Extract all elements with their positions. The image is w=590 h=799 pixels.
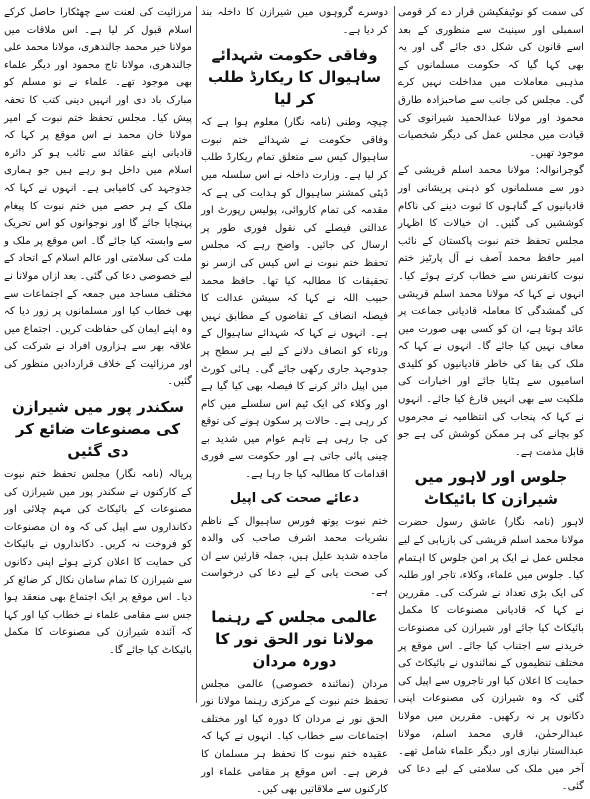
headline-sikandarpur: سکندر پور میں شیرازن کی مصنوعات ضائع کر دی گئیں [12,398,184,461]
article-paragraph: مردان (نمائندہ خصوصی) عالمی مجلس تحفظ ختم نبوت کے مرکزی رہنما مولانا نور الحق نور نے مردان کا دورہ کیا اور مختلف اجتماعات سے خطاب کیا۔ انہوں نے کہا کہ عقیدہ ختم نبوت کا تحفظ ہر مسلمان کا فرض ہے۔ اس موقع پر مقامی علماء اور کارکنوں سے ملاقاتیں بھی کیں۔ [201,678,388,796]
article-paragraph: ختم نبوت یوتھ فورس ساہیوال کے ناظم نشریات محمد اشرف صاحب کی والدہ ماجدہ شدید علیل ہیں، جملہ قارئین سے ان کی صحت یابی کے لیے دعا کی درخواست ہے۔ [201,515,388,598]
article-paragraph: چیچہ وطنی (نامہ نگار) معلوم ہوا ہے کہ وفاقی حکومت نے شہدائے ختم نبوت ساہیوال کیس سے متعلق تمام ریکارڈ طلب کر لیا ہے۔ وزارت داخلہ نے اس سلسلہ میں ڈپٹی کمشنر ساہیوال کو ہدایت کی ہے کہ مقدمہ کی تمام کاروائی، پولیس رپورٹ اور عدالتی فیصلے کی نقول فوری طور پر ارسال کی جائیں۔ واضح رہے کہ مجلس تحفظ ختم نبوت نے اس کیس کی ازسر نو تحقیقات کا مطالبہ کیا تھا۔ حافظ محمد حبیب اللہ نے کہا کہ سیشن عدالت کا فیصلہ انصاف کے تقاضوں کے مطابق نہیں ہے۔ انہوں نے کہا کہ شہدائے ساہیوال کے ورثاء کو انصاف دلانے کے لیے ہر سطح پر جدوجہد جاری رکھی جائے گی۔ ہائی کورٹ میں اپیل دائر کرنے کا فیصلہ بھی کیا گیا ہے اور وکلاء کی ایک ٹیم اس سلسلے میں کام کر رہی ہے۔ حالات پر سکون ہونے کی توقع کی جا رہی ہے تاہم عوام میں شدید بے چینی پائی جاتی ہے اور حکومت سے فوری اقدامات کا مطالبہ کیا جا رہا ہے۔ [201,117,388,481]
headline-sahiwal-record: وفاقی حکومت شہدائے ساہیوال کا ریکارڈ طلب کر لیا [208,46,381,109]
article-paragraph: لاہور (نامہ نگار) عاشق رسول حضرت مولانا محمد اسلم قریشی کی بازیابی کے لیے مجلس عمل نے ایک پر امن جلوس کا اہتمام کیا۔ جلوس میں علماء، وکلاء، تاجر اور طلبہ کی ایک بڑی تعداد نے شرکت کی۔ مقررین نے کہا کہ قادیانی مصنوعات کا مکمل بائیکاٹ کیا جائے اور شیرازن کی مصنوعات خریدنے سے اجتناب کیا جائے۔ اس موقع پر مختلف تنظیموں کے نمائندوں نے بائیکاٹ کی حمایت کا اعلان کیا اور تاجروں سے اپیل کی گئی کہ وہ شیرازن کی مصنوعات اپنی دکانوں پر نہ رکھیں۔ مقررین میں مولانا عبدالرحمٰن، قاری محمد اسلم، مولانا عبدالستار نیازی اور دیگر علماء شامل تھے۔ آخر میں ملک کی سلامتی کے لیے دعا کی گئی۔ [398,517,584,793]
right-column [398,4,584,793]
middle-column [201,4,388,796]
article-paragraph: پریالہ (نامہ نگار) مجلس تحفظ ختم نبوت کے کارکنوں نے سکندر پور میں شیرازن کی مصنوعات کے بائیکاٹ کی مہم چلائی اور دکانداروں سے اپیل کی کہ وہ ان مصنوعات کو فروخت نہ کریں۔ دکانداروں نے بائیکاٹ کی حمایت کا اعلان کرتے ہوئے اپنی دکانوں سے شیرازن کا تمام سامان نکال کر ضائع کر دیا۔ اس موقع پر ایک اجتماع بھی منعقد ہوا جس سے مقامی علماء نے خطاب کیا اور کہا کہ آئندہ شیرازن کی مصنوعات کا مکمل بائیکاٹ کیا جائے گا۔ [4,469,192,656]
article-paragraph: گوجرانوالہ: مولانا محمد اسلم قریشی کے دور سے مسلمانوں کو ذہنی پریشانی اور قادیانیوں کے گناہوں کا ثبوت دینے کی ناکام کوششیں کی گئیں۔ ان خیالات کا اظہار مجلس تحفظ ختم نبوت پاکستان کے نائب امیر حافظ محمد آصف نے آل پارٹیز ختم نبوت کانفرنس سے خطاب کرتے ہوئے کیا۔ انہوں نے کہا کہ مولانا محمد اسلم قریشی کی گمشدگی کا معاملہ قادیانی جماعت پر عائد ہوتا ہے، ان کو کسی بھی صورت میں معاف نہیں کیا جائے گا۔ انہوں نے کہا کہ ملک کی بقا کی خاطر قادیانیوں کو کلیدی اسامیوں سے ہٹایا جائے اور اخبارات کی ملکیت سے بھی انہیں فارغ کیا جائے۔ انہوں نے کہا کہ پنجاب کی انتظامیہ نے مجرموں کو بچانے کی ہر ممکن کوشش کی ہے جو قابل مذمت ہے۔ [398,165,584,458]
left-column [4,4,192,705]
headline-procession-boycott: جلوس اور لاہور میں شیرازن کا بائیکاٹ [414,468,568,509]
article-paragraph: مرزائیت کی لعنت سے چھٹکارا حاصل کرکے اسلام قبول کر لیا ہے۔ اس ملاقات میں مولانا خیر محمد جالندھری، مولانا محمد علی جالندھری، مولانا تاج محمود اور دیگر علماء بھی موجود تھے۔ علماء نے نو مسلم کو مبارک باد دی اور انہیں دینی کتب کا تحفہ پیش کیا۔ مجلس تحفظ ختم نبوت کے امیر مولانا خان محمد نے اس موقع پر کہا کہ قادیانی اپنے عقائد سے تائب ہو کر دائرہ اسلام میں داخل ہو رہے ہیں جو ہماری جدوجہد کی کامیابی ہے۔ انہوں نے کہا کہ ملک کے ہر حصے میں ختم نبوت کا پیغام پہنچایا جائے گا اور نوجوانوں کو اس تحریک سے وابستہ کیا جائے گا۔ اس موقع پر ملک و ملت کی سلامتی اور عالم اسلام کے اتحاد کے لیے خصوصی دعا کی گئی۔ بعد ازاں مولانا نے مختلف مساجد میں جمعہ کے اجتماعات سے بھی خطاب کیا اور مسلمانوں پر زور دیا کہ وہ اپنے ایمان کی حفاظت کریں۔ اجتماع میں علاقہ بھر سے ہزاروں افراد نے شرکت کی اور مرزائیت کے خلاف قراردادیں منظور کی گئیں۔ [4,7,192,388]
article-paragraph: کی سمت کو نوٹیفکیشن قرار دے کر قومی اسمبلی اور سینیٹ سے منظوری کے بعد اسے قانون کی شکل دی جائے گی اور یہ بھی کہا گیا کہ حکومت مسلمانوں کے مذہبی معاملات میں مداخلت نہیں کرے گی۔ مجلس کی جانب سے صاحبزادہ طارق محمود اور مولانا عبدالحمید شیرانوی کی قیادت میں مجلس عمل کی دیگر شخصیات موجود تھیں۔ [398,7,584,159]
column-divider [394,6,395,703]
column-divider [196,6,197,703]
headline-mardan-visit: عالمی مجلس کے رہنما مولانا نور الحق نور کا دورہ مردان [211,607,378,670]
headline-prayer-appeal: دعائے صحت کی اپیل [229,490,360,506]
article-paragraph: دوسرے گروہوں میں شیرازن کا داخلہ بند کر دیا ہے۔ [201,7,388,36]
